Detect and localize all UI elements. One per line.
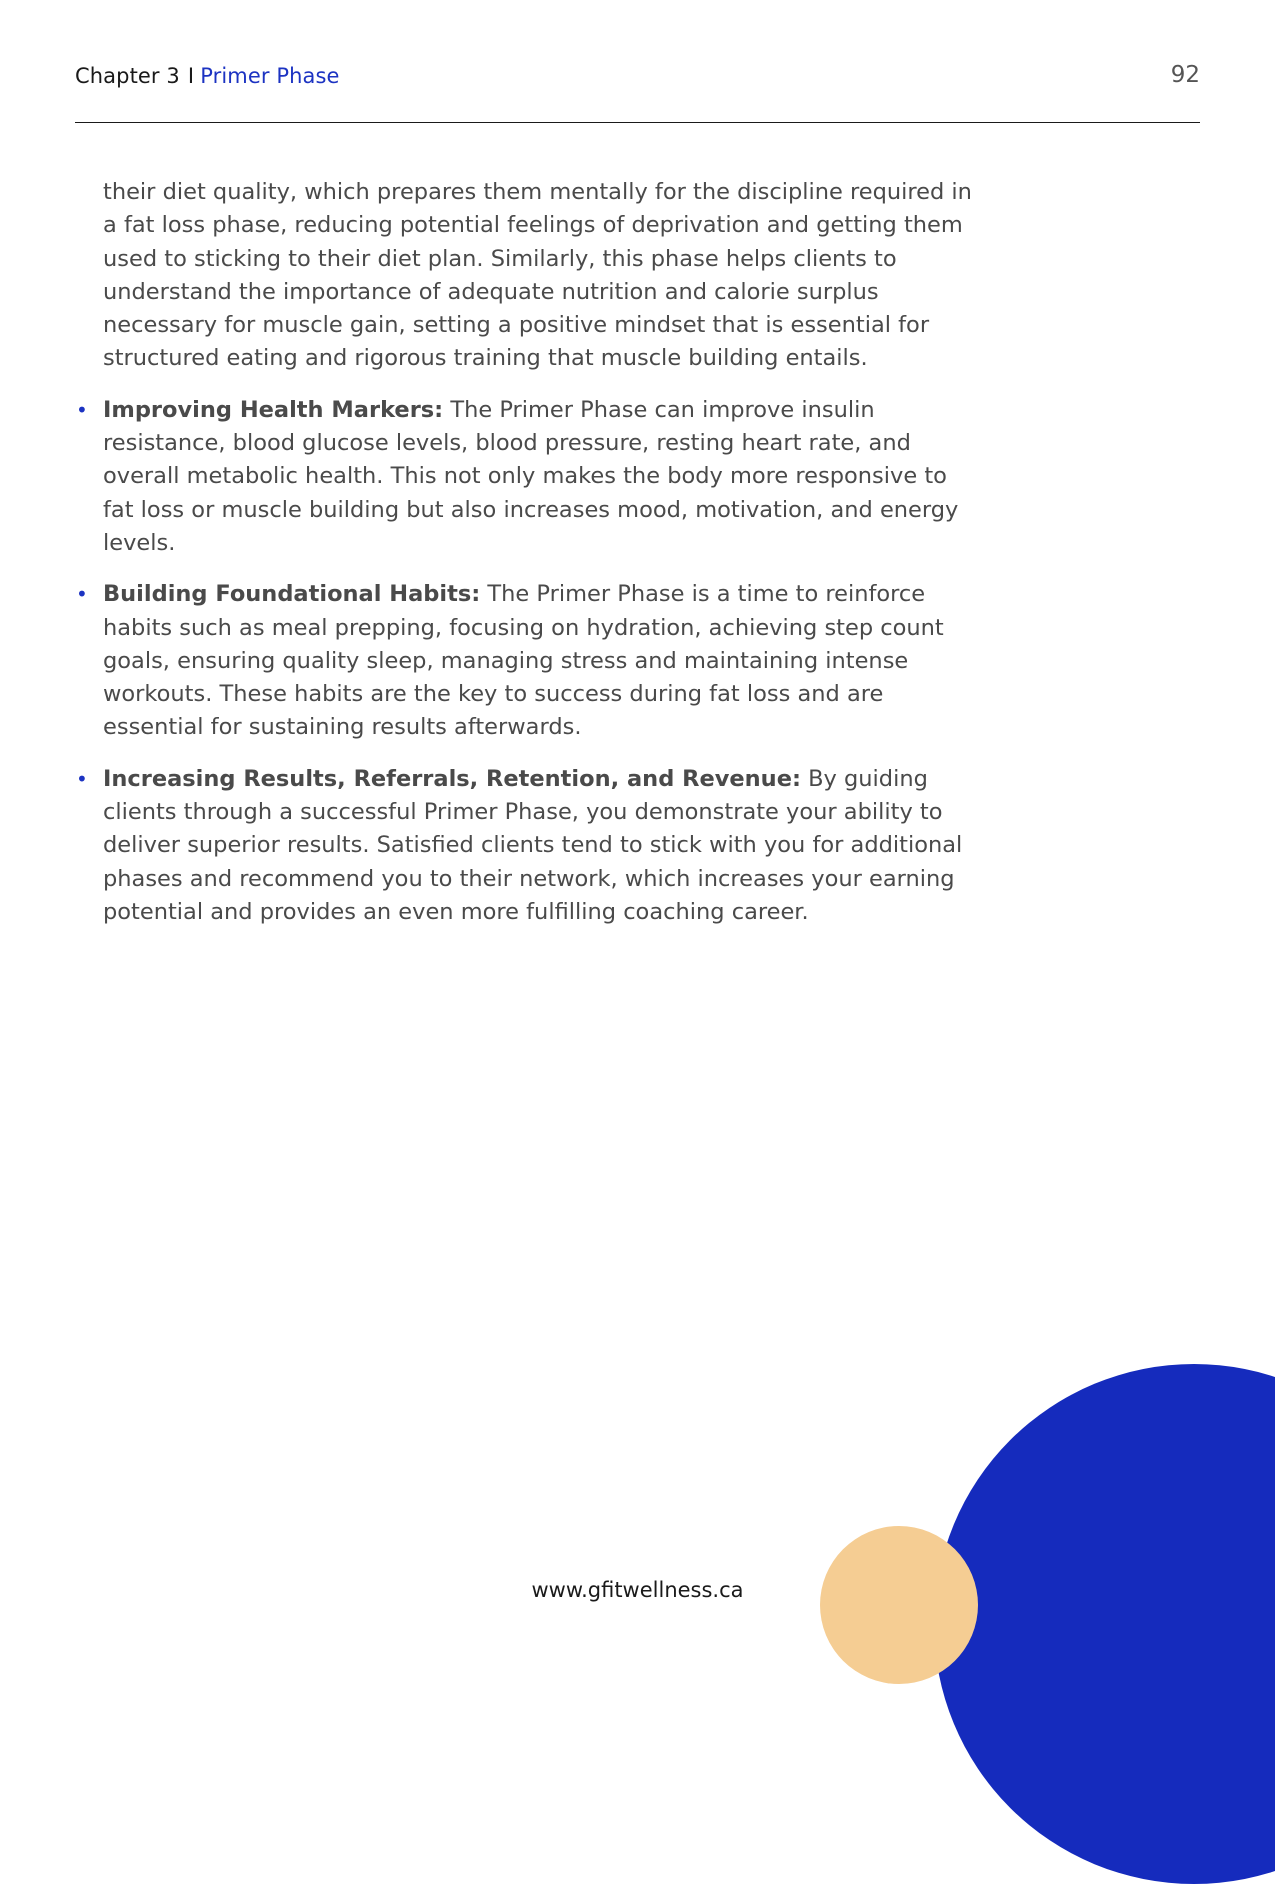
- bullet-dot-icon: •: [76, 582, 88, 607]
- section-title: Primer Phase: [200, 64, 340, 88]
- chapter-label: Chapter 3: [75, 64, 180, 88]
- decorative-blue-circle: [934, 1364, 1275, 1884]
- bullet-list: [76, 394, 983, 929]
- body-content: [76, 176, 983, 947]
- bullet-title: Increasing Results, Referrals, Retention, and Revenue:: [103, 765, 801, 792]
- bullet-dot-icon: •: [76, 766, 88, 791]
- footer-website-link[interactable]: www.gfitwellness.ca: [531, 1578, 744, 1602]
- bullet-health-markers: [76, 394, 983, 560]
- bullet-title: Building Foundational Habits:: [103, 581, 481, 608]
- bullet-dot-icon: •: [76, 397, 88, 422]
- bullet-foundational-habits: [76, 578, 983, 744]
- bullet-text: By guiding clients through a successful Primer Phase, you demonstrate your ability to deliver superior results. Satisfied clients tend to stick with you for additional phases and recommend you to their network, which increases your earning potential and provides an even more fulfilling coaching career.: [103, 765, 963, 925]
- bullet-title: Improving Health Markers:: [103, 396, 444, 423]
- header-separator: I: [187, 64, 195, 88]
- running-head: [75, 64, 340, 88]
- page-number: 92: [1170, 62, 1200, 88]
- page-header: [75, 58, 1200, 123]
- bullet-text: The Primer Phase can improve insulin resistance, blood glucose levels, blood pressure, resting heart rate, and overall metabolic health. This not only makes the body more responsive to fat loss or muscle building but also increases mood, motivation, and energy levels.: [103, 396, 959, 556]
- bullet-text: The Primer Phase is a time to reinforce habits such as meal prepping, focusing on hydration, achieving step count goals, ensuring quality sleep, managing stress and maintaining intense workouts. These habits are the key to success during fat loss and are essential for sustaining results afterwards.: [103, 581, 944, 741]
- bullet-results-revenue: [76, 763, 983, 929]
- intro-paragraph: their diet quality, which prepares them mentally for the discipline required in a fat loss phase, reducing potential feelings of deprivation and getting them used to sticking to their diet plan. Similarly, this phase helps clients to understand the importance of adequate nutrition and calorie surplus necessary for muscle gain, setting a positive mindset that is essential for structured eating and rigorous training that muscle building entails.: [103, 179, 972, 372]
- decorative-peach-circle: [820, 1526, 978, 1684]
